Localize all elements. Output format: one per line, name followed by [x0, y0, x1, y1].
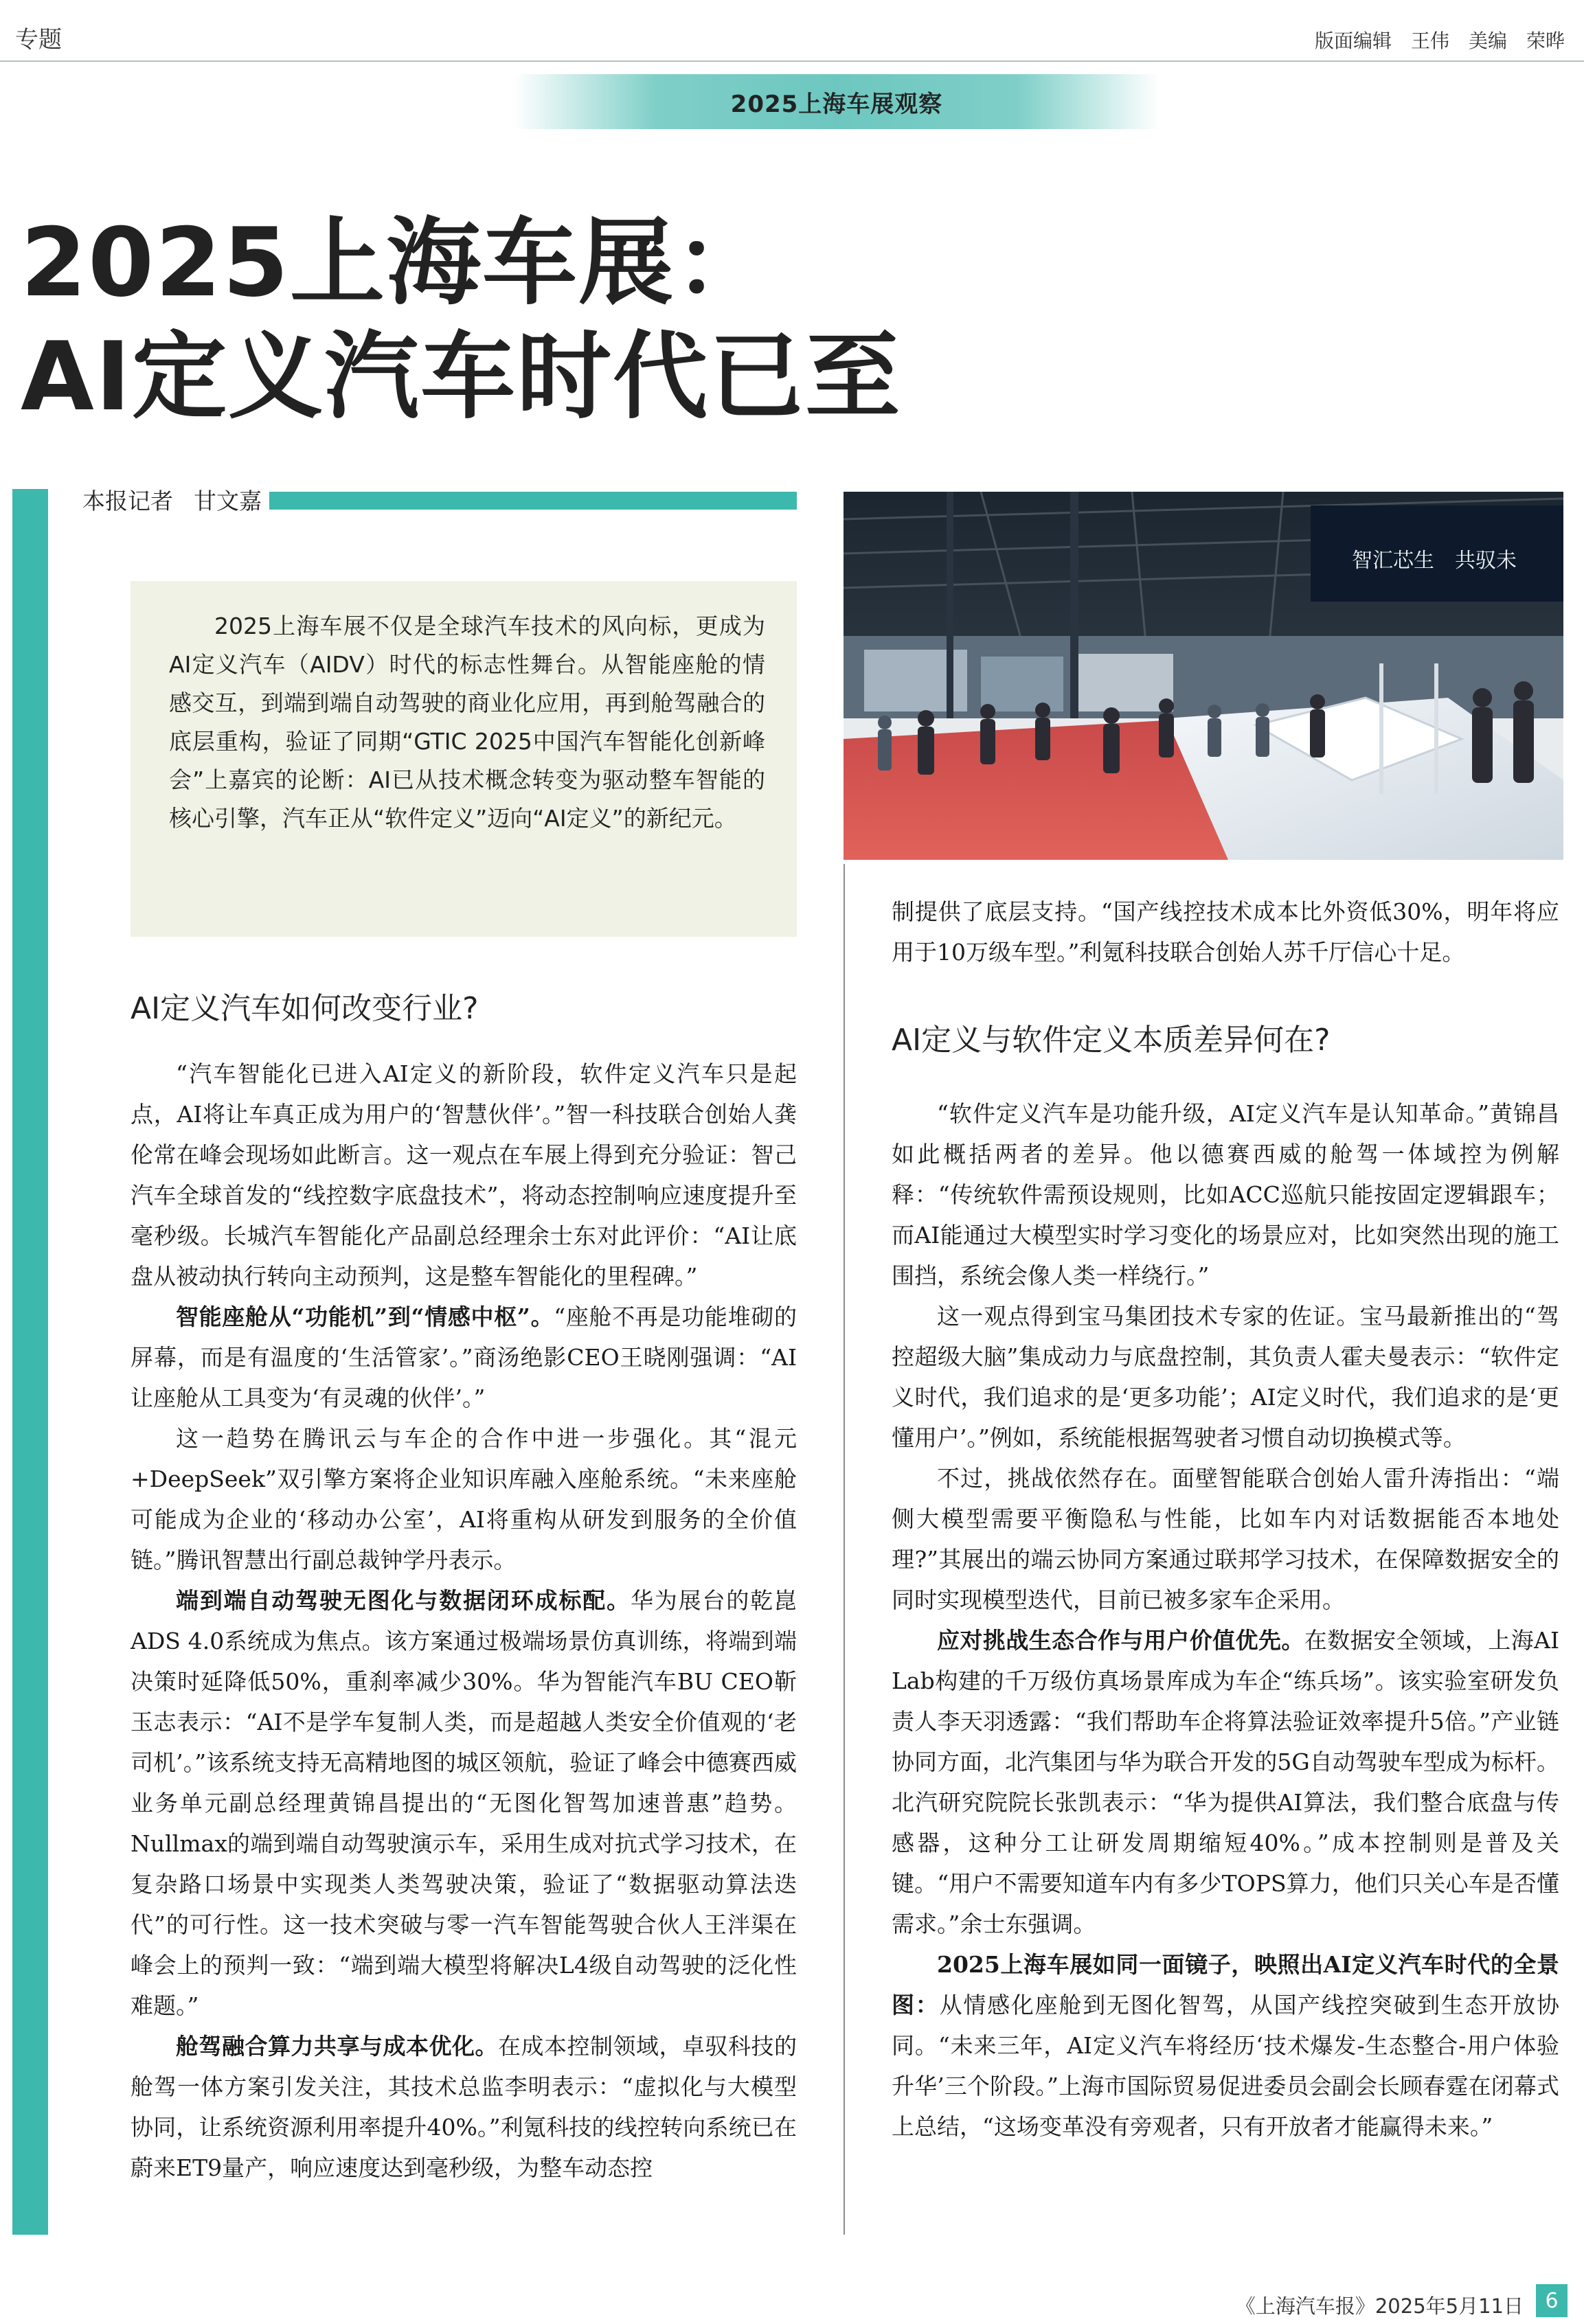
header-divider	[0, 60, 1584, 62]
paragraph	[131, 1580, 797, 2026]
paragraph-text: “座舱不再是功能堆砌的屏幕，而是有温度的‘生活管家’。”商汤绝影CEO王晓刚强调：“AI让座舱从工具变为‘有灵魂的伙伴’。”	[131, 1303, 797, 1411]
accent-bar	[12, 489, 48, 2235]
paragraph-text: “汽车智能化已进入AI定义的新阶段，软件定义汽车只是起点，AI将让车真正成为用户的‘智慧伙伴’。”智一科技联合创始人龚伦常在峰会现场如此断言。这一观点在车展上得到充分验证：智己汽车全球首发的“线控数字底盘技术”，将动态控制响应速度提升至毫秒级。长城汽车智能化产品副总经理余士东对此评价：“AI让底盘从被动执行转向主动预判，这是整车智能化的里程碑。”	[131, 1060, 797, 1290]
paragraph	[131, 2026, 797, 2188]
headline	[21, 206, 914, 434]
publication-footer: 《上海汽车报》2025年5月11日	[1235, 2294, 1524, 2318]
paragraph-text: 在成本控制领域，卓驭科技的舱驾一体方案引发关注，其技术总监李明表示：“虚拟化与大模型协同，让系统资源利用率提升40%。”利氪科技的线控转向系统已在蔚来ET9量产，响应速度达到毫秒级，为整车动态控	[131, 2033, 797, 2181]
booth-sign-text: 智汇芯生 共驭未	[1352, 549, 1517, 573]
section-heading-left: AI定义汽车如何改变行业?	[131, 991, 479, 1026]
paragraph	[131, 1418, 797, 1580]
paragraph-lead-in: 智能座舱从“功能机”到“情感中枢”。	[176, 1303, 554, 1330]
headline-line-1: 2025上海车展：	[21, 207, 771, 318]
left-column-body	[131, 1053, 797, 2188]
paragraph	[892, 1093, 1559, 1296]
column-divider	[844, 864, 845, 2235]
auto-show-photo-illustration	[844, 492, 1563, 860]
continued-paragraph: 制提供了底层支持。“国产线控技术成本比外资低30%，明年将应用于10万级车型。”利氪科技联合创始人苏千厅信心十足。	[892, 898, 1559, 966]
paragraph	[892, 1620, 1559, 1944]
paragraph	[131, 1297, 797, 1418]
paragraph	[892, 1944, 1559, 2147]
headline-line-2: AI定义汽车时代已至	[21, 321, 902, 432]
byline-label: 本报记者	[82, 488, 173, 514]
lead-paragraph: 2025上海车展不仅是全球汽车技术的风向标，更成为AI定义汽车（AIDV）时代的标志性舞台。从智能座舱的情感交互，到端到端自动驾驶的商业化应用，再到舱驾融合的底层重构，验证了同期“GTIC 2025中国汽车智能化创新峰会”上嘉宾的论断：AI已从技术概念转变为驱动整车智能的核心引擎，汽车正从“软件定义”迈向“AI定义”的新纪元。	[169, 613, 765, 832]
byline-reporter: 甘文嘉	[194, 488, 262, 514]
auto-show-photo	[844, 492, 1563, 860]
paragraph-text: 这一趋势在腾讯云与车企的合作中进一步强化。其“混元+DeepSeek”双引擎方案将企业知识库融入座舱系统。“未来座舱可能成为企业的‘移动办公室’，AI将重构从研发到服务的全价值链。”腾讯智慧出行副总裁钟学丹表示。	[131, 1425, 797, 1573]
paragraph	[892, 1458, 1559, 1620]
paragraph-lead-in: 2025上海车展如同一面镜子，映照出AI定义汽车时代的全景图：	[892, 1951, 1559, 2018]
paragraph-text: 不过，挑战依然存在。面壁智能联合创始人雷升涛指出：“端侧大模型需要平衡隐私与性能，比如车内对话数据能否本地处理?”其展出的端云协同方案通过联邦学习技术，在保障数据安全的同时实现模型迭代，目前已被多家车企采用。	[892, 1465, 1559, 1613]
paragraph	[131, 1053, 797, 1297]
paragraph-lead-in: 端到端自动驾驶无图化与数据闭环成标配。	[176, 1587, 631, 1614]
topic-banner	[514, 74, 1159, 129]
right-column-continuation	[892, 891, 1559, 972]
paragraph-lead-in: 舱驾融合算力共享与成本优化。	[176, 2033, 498, 2060]
section-label: 专题	[15, 26, 62, 54]
paragraph	[892, 1296, 1559, 1458]
editor-credits: 版面编辑 王伟 美编 荣晔	[1314, 30, 1565, 52]
lead-box	[131, 581, 797, 937]
paragraph-text: 在数据安全领域，上海AI Lab构建的千万级仿真场景库成为车企“练兵场”。该实验室研发负责人李天羽透露：“我们帮助车企将算法验证效率提升5倍。”产业链协同方面，北汽集团与华为联合开发的5G自动驾驶车型成为标杆。北汽研究院院长张凯表示：“华为提供AI算法，我们整合底盘与传感器，这种分工让研发周期缩短40%。”成本控制则是普及关键。“用户不需要知道车内有多少TOPS算力，他们只关心车是否懂需求。”余士东强调。	[892, 1627, 1560, 1937]
byline-rule	[269, 492, 797, 510]
paragraph-lead-in: 应对挑战生态合作与用户价值优先。	[937, 1627, 1304, 1654]
paragraph-text: 华为展台的乾崑ADS 4.0系统成为焦点。该方案通过极端场景仿真训练，将端到端决策时延降低50%，重刹率减少30%。华为智能汽车BU CEO靳玉志表示：“AI不是学车复制人类，而是超越人类安全价值观的‘老司机’。”该系统支持无高精地图的城区领航，验证了峰会中德赛西威业务单元副总经理黄锦昌提出的“无图化智驾加速普惠”趋势。Nullmax的端到端自动驾驶演示车，采用生成对抗式学习技术，在复杂路口场景中实现类人类驾驶决策，验证了“数据驱动算法迭代”的可行性。这一技术突破与零一汽车智能驾驶合伙人王泮渠在峰会上的预判一致：“端到端大模型将解决L4级自动驾驶的泛化性难题。”	[131, 1587, 797, 2019]
section-heading-right: AI定义与软件定义本质差异何在?	[892, 1023, 1331, 1058]
paragraph-text: 从情感化座舱到无图化智驾，从国产线控突破到生态开放协同。“未来三年，AI定义汽车将经历‘技术爆发-生态整合-用户体验升华’三个阶段。”上海市国际贸易促进委员会副会长顾春霆在闭幕式上总结，“这场变革没有旁观者，只有开放者才能赢得未来。”	[892, 1992, 1560, 2140]
paragraph-text: “软件定义汽车是功能升级，AI定义汽车是认知革命。”黄锦昌如此概括两者的差异。他以德赛西威的舱驾一体域控为例解释：“传统软件需预设规则，比如ACC巡航只能按固定逻辑跟车；而AI能通过大模型实时学习变化的场景应对，比如突然出现的施工围挡，系统会像人类一样绕行。”	[892, 1100, 1559, 1289]
paragraph-text: 这一观点得到宝马集团技术专家的佐证。宝马最新推出的“驾控超级大脑”集成动力与底盘控制，其负责人霍夫曼表示：“软件定义时代，我们追求的是‘更多功能’；AI定义时代，我们追求的是‘更懂用户’。”例如，系统能根据驾驶者习惯自动切换模式等。	[892, 1303, 1559, 1451]
page-number: 6	[1536, 2284, 1568, 2317]
right-column-body	[892, 1093, 1559, 2147]
topic-banner-text: 2025上海车展观察	[730, 90, 943, 118]
byline	[82, 483, 262, 516]
